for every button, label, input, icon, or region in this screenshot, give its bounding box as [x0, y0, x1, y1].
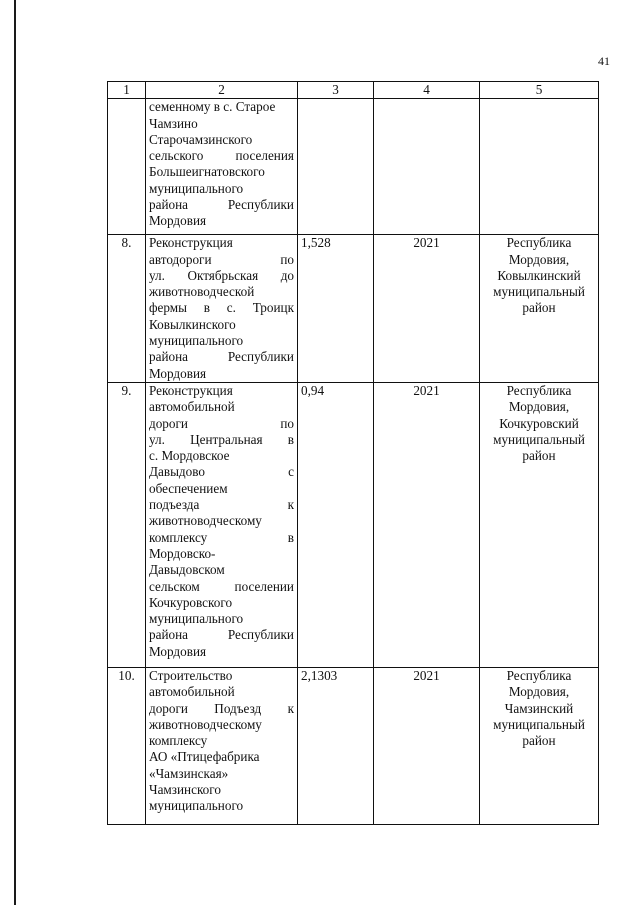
- header-col-2: 2: [146, 82, 298, 99]
- project-name-cell: [146, 99, 298, 235]
- project-name-cell: [146, 667, 298, 824]
- table-row: [108, 235, 599, 383]
- location-line: Республика: [506, 667, 572, 683]
- project-name-line: района Республики: [149, 197, 294, 213]
- year-cell: [374, 99, 480, 235]
- project-name-line: Кочкуровского: [149, 594, 233, 610]
- project-name-line: Давыдово с: [149, 464, 294, 480]
- row-number-cell: 10.: [108, 667, 146, 824]
- location-line: муниципальный: [493, 431, 585, 447]
- project-name-line: района Республики: [149, 349, 294, 365]
- project-name-line: муниципального: [149, 180, 244, 196]
- location-cell: [480, 99, 599, 235]
- cost-cell: 2,1303: [298, 667, 374, 824]
- location-line: муниципальный: [493, 284, 585, 300]
- year-cell: 2021: [374, 382, 480, 667]
- location-line: муниципальный: [493, 716, 585, 732]
- project-name-line: муниципального: [149, 611, 244, 627]
- location-line: район: [522, 300, 556, 316]
- year-cell: 2021: [374, 235, 480, 383]
- project-name-line: животноводческому: [149, 513, 262, 529]
- project-name-line: Мордовско-: [149, 545, 216, 561]
- project-name-line: Мордовия: [149, 365, 207, 381]
- project-name-line: комплексу: [149, 733, 208, 749]
- project-name-line: ул. Октябрьская до: [149, 267, 294, 283]
- location-cell: [480, 235, 599, 383]
- cost-cell: 1,528: [298, 235, 374, 383]
- project-name-line: Старочамзинского: [149, 131, 253, 147]
- cost-cell: [298, 99, 374, 235]
- project-name-line: автодороги по: [149, 251, 294, 267]
- project-name-line: АО «Птицефабрика: [149, 749, 260, 765]
- row-number-cell: 9.: [108, 382, 146, 667]
- projects-table: [107, 81, 599, 825]
- header-col-4: 4: [374, 82, 480, 99]
- project-name-line: сельского поселения: [149, 148, 294, 164]
- table-row: [108, 667, 599, 824]
- project-name-line: Чамзинского: [149, 782, 221, 798]
- project-name-line: животноводческой: [149, 284, 255, 300]
- location-line: район: [522, 448, 556, 464]
- page-number: 41: [598, 54, 610, 68]
- location-cell: [480, 667, 599, 824]
- project-name-line: Ковылкинского: [149, 316, 236, 332]
- header-col-5: 5: [480, 82, 599, 99]
- project-name-line: Реконструкция: [149, 235, 233, 251]
- header-row: [108, 82, 599, 99]
- location-line: Ковылкинский: [497, 267, 581, 283]
- project-name-line: Реконструкция: [149, 382, 233, 398]
- location-line: район: [522, 733, 556, 749]
- project-name-line: дороги по: [149, 415, 294, 431]
- project-name-line: сельском поселении: [149, 578, 294, 594]
- project-name-line: дороги Подъезд к: [149, 700, 294, 716]
- project-name-cell: [146, 235, 298, 383]
- project-name-line: Большеигнатовского: [149, 164, 265, 180]
- row-number-cell: [108, 99, 146, 235]
- location-line: Мордовия,: [508, 399, 570, 415]
- year-cell: 2021: [374, 667, 480, 824]
- project-name-line: Мордовия: [149, 643, 207, 659]
- project-name-line: Давыдовском: [149, 562, 225, 578]
- project-name-cell: [146, 382, 298, 667]
- header-col-1: 1: [108, 82, 146, 99]
- location-line: Мордовия,: [508, 684, 570, 700]
- cost-cell: 0,94: [298, 382, 374, 667]
- project-name-line: Строительство: [149, 667, 233, 683]
- project-name-line: района Республики: [149, 627, 294, 643]
- project-name-line: автомобильной: [149, 684, 235, 700]
- project-name-line: комплексу в: [149, 529, 294, 545]
- project-name-line: с. Мордовское: [149, 448, 230, 464]
- project-name-line: автомобильной: [149, 399, 235, 415]
- project-name-line: Мордовия: [149, 213, 207, 229]
- location-cell: [480, 382, 599, 667]
- location-line: Чамзинский: [504, 700, 574, 716]
- location-line: Республика: [506, 235, 572, 251]
- project-name-line: фермы в с. Троицк: [149, 300, 294, 316]
- project-name-line: ул. Центральная в: [149, 431, 294, 447]
- project-name-line: подъезда к: [149, 497, 294, 513]
- project-name-line: муниципального: [149, 798, 244, 814]
- table-row: [108, 99, 599, 235]
- location-line: Мордовия,: [508, 251, 570, 267]
- table-row: [108, 382, 599, 667]
- location-line: Кочкуровский: [499, 415, 579, 431]
- row-number-cell: 8.: [108, 235, 146, 383]
- scan-edge-line: [14, 0, 16, 905]
- project-name-line: животноводческому: [149, 716, 262, 732]
- header-col-3: 3: [298, 82, 374, 99]
- project-name-line: «Чамзинская»: [149, 765, 229, 781]
- location-line: Республика: [506, 382, 572, 398]
- project-name-line: муниципального: [149, 333, 244, 349]
- project-name-line: обеспечением: [149, 480, 228, 496]
- project-name-line: семенному в с. Старое: [149, 99, 276, 115]
- project-name-line: Чамзино: [149, 115, 198, 131]
